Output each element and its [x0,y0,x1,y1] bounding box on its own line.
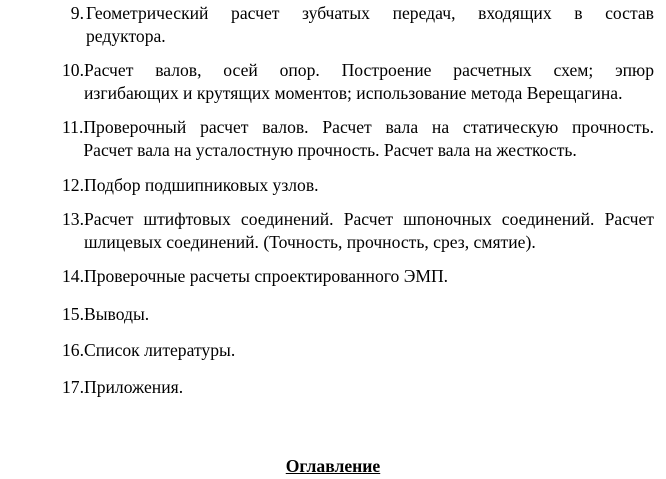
list-item-text: Проверочные расчеты спроектированного ЭМП. [84,266,449,286]
list-item-line: Расчет штифтовых соединений. Расчет шпоночных соединений. Расчет [84,209,654,229]
section-heading: Оглавление [285,456,381,476]
list-item-16 [62,339,654,362]
list-item-number: 12. [62,175,84,195]
list-item-line: шлицевых соединений. (Точность, прочность, срез, смятие). [84,232,536,252]
list-item-15 [62,303,654,326]
list-item-number: 15. [62,304,84,324]
list-item-line: редуктора. [86,26,166,46]
list-item-text: Выводы. [84,304,150,324]
list-item-number: 11. [62,117,84,137]
list-item-text: Подбор подшипниковых узлов. [84,175,319,195]
list-item-number: 13. [62,209,84,229]
list-item-text [84,59,654,105]
list-item-line: Проверочный расчет валов. Расчет вала на статическую прочность. [83,117,654,137]
list-item-text: Список литературы. [84,340,236,360]
list-item-number: 10. [62,60,84,80]
list-item-line: Расчет валов, осей опор. Построение расчетных схем; эпюр [84,60,654,80]
list-item-text [86,2,654,48]
list-item-line: Расчет вала на усталостную прочность. Расчет вала на жесткость. [83,140,577,160]
list-item-number: 16. [62,340,84,360]
list-item-14 [62,265,654,288]
list-item-17 [62,376,654,399]
list-item-13 [62,208,654,254]
list-item-line: Геометрический расчет зубчатых передач, входящих в состав [86,3,654,23]
list-item-number: 14. [62,266,84,286]
list-item-text [83,116,654,162]
list-item-line: изгибающих и крутящих моментов; использование метода Верещагина. [84,83,623,103]
list-item-number: 9. [70,3,84,23]
list-item-text [84,208,654,254]
list-item-11 [62,116,654,162]
list-item-number: 17. [62,377,84,397]
list-item-10 [62,59,654,105]
list-item-12 [62,174,654,197]
list-item-9 [62,2,654,48]
list-item-text: Приложения. [84,377,184,397]
